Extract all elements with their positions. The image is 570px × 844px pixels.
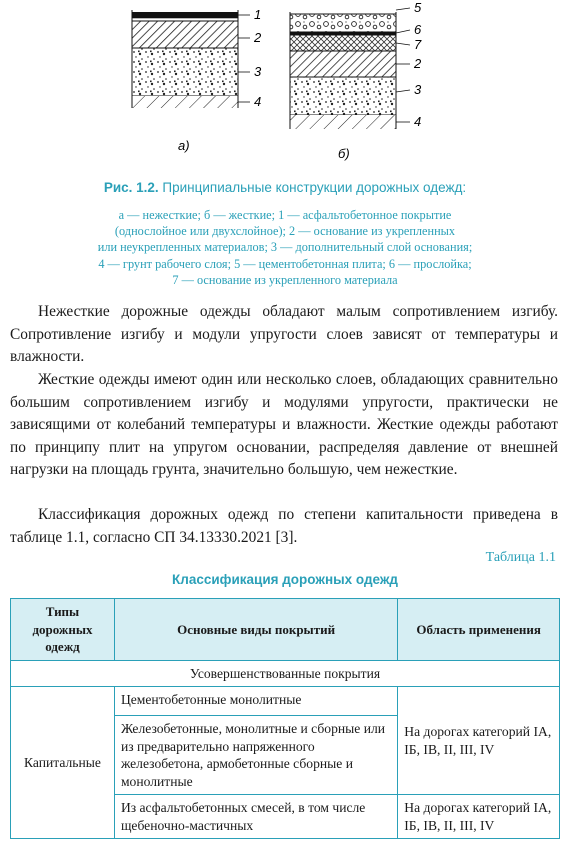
- road-pavement-figure: [0, 0, 570, 170]
- legend-line: 7 — основание из укрепленного материала: [172, 272, 398, 287]
- layer-additional-a: [132, 48, 238, 96]
- layer-reinforced-base: [290, 35, 396, 51]
- panel-a-label: а): [178, 138, 190, 153]
- svg-text:3: 3: [254, 64, 262, 79]
- section-improved: Усовершенствованные покрытия: [11, 660, 560, 687]
- legend-line: (однослойное или двухслойное); 2 — основание из укрепленных: [114, 224, 456, 239]
- table-title: Классификация дорожных одежд: [172, 572, 398, 587]
- panel-b-label: б): [338, 146, 350, 161]
- table-number: Таблица 1.1: [485, 550, 556, 565]
- figure-caption-title: [40, 180, 530, 195]
- svg-text:2: 2: [414, 56, 422, 71]
- category-capital: Капитальные: [11, 687, 115, 839]
- layer-base-b: [290, 51, 396, 77]
- label-1-a: 1: [254, 7, 262, 22]
- svg-text:2: 2: [254, 30, 262, 45]
- figure-number: Рис. 1.2.: [103, 180, 159, 195]
- svg-text:3: 3: [414, 82, 422, 97]
- svg-text:5: 5: [414, 0, 422, 15]
- paragraph-flexible: Нежесткие дорожные одежды обладают малым сопротивлением изгибу. Сопротивление изгибу и модули упругости слоев зависят от температуры и влажности.: [10, 303, 558, 366]
- svg-text:4: 4: [254, 94, 262, 109]
- panel-a: [132, 7, 262, 153]
- svg-text:4: 4: [414, 114, 422, 129]
- header-area: Область применения: [398, 599, 560, 661]
- paragraph-rigid: Жесткие одежды имеют один или несколько слоев, обладающих сравнительно большим сопротивлением изгибу и модулями упругости, практически не зависящими от колебаний температуры и влажности. Жесткие одежды работают по принципу плит на упругом основании, распределяя давление от внешней нагрузки на площадь грунта, значительно большую, чем нежесткие.: [10, 371, 558, 479]
- layer-base-a: [132, 21, 238, 48]
- layer-asphalt-a: [132, 12, 238, 18]
- legend-line: а — нежесткие; б — жесткие; 1 — асфальтобетонное покрытие: [118, 208, 452, 222]
- layer-concrete-slab: [290, 14, 396, 32]
- area-cell: На дорогах категорий IА, IБ, IВ, II, III, IV: [398, 795, 560, 839]
- covering-row: Из асфальтобетонных смесей, в том числе щебеночно-мастичных: [114, 795, 397, 839]
- layer-soil-a: [132, 96, 238, 108]
- legend-line: или неукрепленных материалов; 3 — дополнительный слой основания;: [97, 240, 473, 255]
- covering-row: Цементобетонные монолитные: [114, 687, 397, 716]
- layer-additional-b: [290, 77, 396, 115]
- legend-line: 4 — грунт рабочего слоя; 5 — цементобетонная плита; 6 — прослойка;: [98, 256, 472, 271]
- layer-soil-b: [290, 115, 396, 129]
- header-types: Типы дорожных одежд: [11, 599, 115, 661]
- figure-legend: [40, 207, 530, 288]
- covering-row: Железобетонные, монолитные и сборные или из предварительно напряженного железобетона, армобетонные сборные и монолитные: [114, 716, 397, 795]
- figure-title: Принципиальные конструкции дорожных одежд:: [162, 180, 467, 195]
- classification-table: [10, 598, 560, 839]
- paragraph-classification: Классификация дорожных одежд по степени капитальности приведена в таблице 1.1, согласно СП 34.13330.2021 [3].: [10, 506, 558, 546]
- svg-text:7: 7: [414, 37, 422, 52]
- area-cell: На дорогах категорий IА, IБ, IВ, II, III, IV: [398, 687, 560, 795]
- panel-b: [290, 0, 422, 161]
- header-coverings: Основные виды покрытий: [114, 599, 397, 661]
- svg-text:6: 6: [414, 22, 422, 37]
